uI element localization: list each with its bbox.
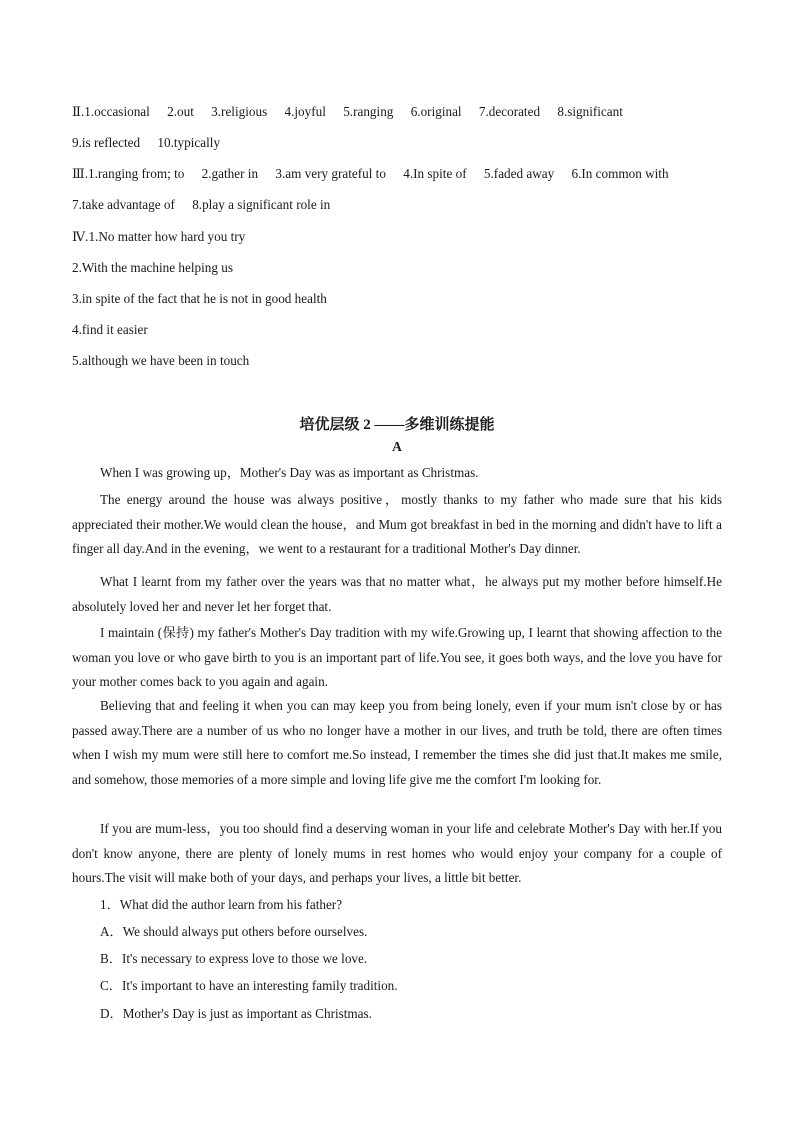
answer-item: 5.although we have been in touch — [72, 353, 250, 368]
answer-item: 3.religious — [211, 104, 268, 119]
answer-item: 3.am very grateful to — [275, 166, 386, 181]
passage-paragraph-4: I maintain (保持) my father's Mother's Day tradition with my wife.Growing up, I learnt that showing affection to the woman you love or who gave birth to you is an important part of life.You see, it goes both ways, and the love you have for your mother comes back to you again and again. — [72, 625, 722, 689]
passage-paragraph-6: If you are mum-less，you too should find a deserving woman in your life and celebrate Mother's Day with her.If you don't know anyone, there are plenty of lonely mums in rest homes who would enjoy your company for a couple of hours.The visit will make both of your days, and perhaps your lives, a little bit better. — [72, 821, 722, 885]
answer-item: 1.No matter how hard you try — [88, 229, 246, 244]
answer-item: 2.With the machine helping us — [72, 260, 233, 275]
answer-item: 2.gather in — [201, 166, 259, 181]
answer-item: 3.in spite of the fact that he is not in good health — [72, 291, 327, 306]
answer-line-sec3-2 — [72, 196, 732, 214]
section-title: 培优层级 2 ——多维训练提能 — [299, 417, 495, 433]
answer-item: 6.In common with — [571, 166, 669, 181]
answer-item: 8.significant — [557, 104, 623, 119]
answer-line-sec4-1 — [72, 228, 732, 246]
answer-item: 1.ranging from; to — [88, 166, 185, 181]
answer-item: 8.play a significant role in — [192, 197, 331, 212]
question-stem: 1．What did the author learn from his father? — [100, 897, 343, 912]
answer-item: 5.ranging — [343, 104, 394, 119]
passage-paragraph-1: When I was growing up，Mother's Day was as important as Christmas. — [100, 465, 479, 480]
answer-item: 10.typically — [157, 135, 221, 150]
question-option-b: B．It's necessary to express love to those we love. — [100, 951, 368, 966]
answer-line-sec3-1 — [72, 165, 732, 183]
answer-item: 4.In spite of — [403, 166, 467, 181]
question-option-c: C．It's important to have an interesting family tradition. — [100, 978, 398, 993]
section-label: Ⅲ. — [72, 166, 89, 181]
answer-line-sec2-2 — [72, 134, 732, 152]
question-option-a: A．We should always put others before ourselves. — [100, 924, 368, 939]
answer-item: 4.find it easier — [72, 322, 148, 337]
passage-paragraph-5: Believing that and feeling it when you can may keep you from being lonely, even if your mum isn't close by or has passed away.There are a number of us who no longer have a mother in our lives, and truth be told, there are often times when I wish my mum were still here to comfort me.So instead, I remember the times she did just that.It makes me smile, and somehow, those memories of a more simple and loving life give me the comfort I'm looking for. — [72, 698, 722, 787]
section-label: Ⅱ. — [72, 104, 85, 119]
answer-item: 5.faded away — [483, 166, 555, 181]
answer-item: 9.is reflected — [72, 135, 141, 150]
question-option-d: D．Mother's Day is just as important as Christmas. — [100, 1006, 372, 1021]
passage-paragraph-2: The energy around the house was always positive，mostly thanks to my father who made sure that his kids appreciated their mother.We would clean the house，and Mum got breakfast in bed in the morning and didn't have to lift a finger all day.And in the evening，we went to a restaurant for a traditional Mother's Day dinner. — [72, 492, 722, 556]
passage-label: A — [392, 439, 402, 454]
answer-line-sec4-4 — [72, 321, 732, 339]
answer-item: 4.joyful — [284, 104, 326, 119]
section-label: Ⅳ. — [72, 229, 89, 244]
answer-line-sec2-1 — [72, 103, 732, 121]
answer-line-sec4-2 — [72, 259, 732, 277]
answer-item: 2.out — [167, 104, 194, 119]
answer-line-sec4-5 — [72, 352, 732, 370]
answer-item: 6.original — [410, 104, 462, 119]
answer-item: 7.take advantage of — [72, 197, 175, 212]
passage-paragraph-3: What I learnt from my father over the years was that no matter what，he always put my mother before himself.He absolutely loved her and never let her forget that. — [72, 574, 722, 614]
answer-item: 1.occasional — [84, 104, 150, 119]
answer-item: 7.decorated — [478, 104, 541, 119]
answer-line-sec4-3 — [72, 290, 732, 308]
